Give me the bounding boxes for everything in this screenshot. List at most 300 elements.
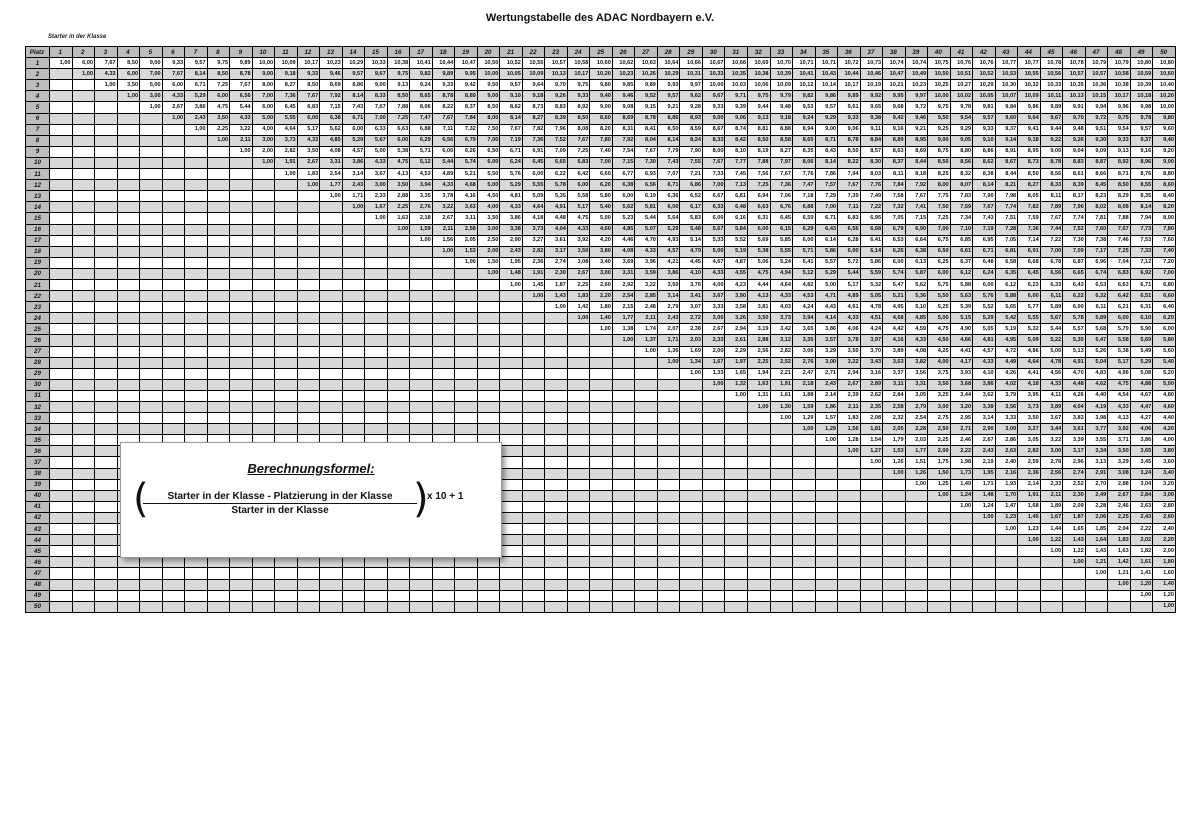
score-cell (725, 446, 748, 457)
score-cell: 1,77 (905, 446, 928, 457)
score-cell: 6,00 (838, 246, 861, 257)
score-cell: 1,00 (320, 191, 343, 202)
score-cell (72, 357, 95, 368)
score-cell: 1,22 (1040, 535, 1063, 546)
score-cell (297, 302, 320, 313)
score-cell: 2,20 (590, 291, 613, 302)
score-cell: 1,95 (973, 468, 996, 479)
score-cell (1108, 590, 1131, 601)
score-cell (185, 202, 208, 213)
score-cell: 3,59 (635, 268, 658, 279)
score-cell: 1,87 (1063, 512, 1086, 523)
score-cell: 9,67 (1040, 113, 1063, 124)
score-cell (657, 579, 680, 590)
score-cell: 1,43 (1063, 535, 1086, 546)
score-cell (275, 302, 298, 313)
score-cell: 5,05 (860, 291, 883, 302)
score-cell (95, 601, 118, 612)
score-cell (185, 413, 208, 424)
score-cell: 4,33 (905, 335, 928, 346)
score-cell: 9,79 (770, 91, 793, 102)
score-cell (140, 202, 163, 213)
score-cell: 8,11 (883, 169, 906, 180)
score-cell: 9,46 (905, 113, 928, 124)
score-cell: 7,80 (1153, 224, 1176, 235)
score-cell: 9,46 (320, 69, 343, 80)
table-row (26, 557, 1176, 568)
score-cell (207, 368, 230, 379)
score-cell (387, 346, 410, 357)
score-cell: 10,17 (297, 58, 320, 69)
score-cell: 5,88 (995, 291, 1018, 302)
score-cell (72, 146, 95, 157)
score-cell: 2,90 (973, 424, 996, 435)
score-cell (72, 268, 95, 279)
place-label: 33 (26, 413, 50, 424)
score-cell (522, 335, 545, 346)
score-cell: 7,76 (860, 180, 883, 191)
score-cell: 10,05 (973, 91, 996, 102)
score-cell (455, 291, 478, 302)
score-cell: 7,90 (680, 146, 703, 157)
score-cell: 3,41 (680, 291, 703, 302)
score-cell (522, 357, 545, 368)
score-cell (500, 435, 523, 446)
score-cell (72, 402, 95, 413)
score-cell: 7,56 (747, 169, 770, 180)
score-cell (567, 390, 590, 401)
score-cell: 10,43 (815, 69, 838, 80)
score-cell: 8,71 (815, 135, 838, 146)
score-cell (500, 291, 523, 302)
score-cell: 9,67 (702, 91, 725, 102)
score-cell: 2,25 (1108, 512, 1131, 523)
score-cell (455, 557, 478, 568)
score-cell: 7,00 (590, 157, 613, 168)
score-cell: 7,47 (410, 113, 433, 124)
score-cell: 1,00 (1040, 546, 1063, 557)
score-cell (185, 368, 208, 379)
score-cell: 9,00 (1153, 157, 1176, 168)
score-cell (50, 124, 73, 135)
score-cell: 3,50 (567, 246, 590, 257)
score-cell: 7,49 (860, 191, 883, 202)
table-row (26, 146, 1176, 157)
score-cell (567, 457, 590, 468)
score-cell: 8,73 (522, 102, 545, 113)
score-cell: 3,78 (432, 191, 455, 202)
score-cell: 10,60 (590, 58, 613, 69)
score-cell (117, 424, 140, 435)
score-cell: 2,49 (1085, 490, 1108, 501)
score-cell: 1,00 (770, 413, 793, 424)
score-cell (432, 346, 455, 357)
score-cell: 3,29 (1108, 457, 1131, 468)
starter-count-header: 20 (477, 47, 500, 58)
score-cell: 4,75 (387, 157, 410, 168)
score-cell (387, 313, 410, 324)
score-cell (252, 324, 275, 335)
score-cell (883, 590, 906, 601)
score-cell: 6,33 (365, 124, 388, 135)
score-cell (50, 557, 73, 568)
score-cell (252, 213, 275, 224)
score-cell: 6,26 (883, 246, 906, 257)
score-cell: 4,75 (207, 102, 230, 113)
score-cell: 2,74 (545, 257, 568, 268)
score-cell: 3,31 (612, 268, 635, 279)
score-cell (702, 512, 725, 523)
score-cell: 1,65 (725, 368, 748, 379)
score-cell: 9,13 (387, 80, 410, 91)
score-cell (838, 512, 861, 523)
score-cell (455, 335, 478, 346)
score-cell (72, 590, 95, 601)
score-cell: 6,79 (455, 135, 478, 146)
score-cell (612, 402, 635, 413)
score-cell: 9,95 (883, 91, 906, 102)
score-cell: 1,00 (297, 180, 320, 191)
score-cell: 6,56 (838, 224, 861, 235)
score-cell (1018, 546, 1041, 557)
score-cell (680, 535, 703, 546)
score-cell (95, 590, 118, 601)
starter-count-header: 31 (725, 47, 748, 58)
score-cell: 8,00 (477, 113, 500, 124)
score-cell (72, 102, 95, 113)
score-cell (387, 402, 410, 413)
score-cell (365, 579, 388, 590)
score-cell: 9,00 (590, 102, 613, 113)
score-cell (365, 224, 388, 235)
score-cell (815, 590, 838, 601)
score-cell (725, 490, 748, 501)
score-cell (230, 202, 253, 213)
score-cell: 6,16 (725, 213, 748, 224)
score-cell (72, 501, 95, 512)
score-cell (477, 313, 500, 324)
score-cell: 3,69 (612, 257, 635, 268)
score-cell: 7,15 (320, 102, 343, 113)
score-cell (72, 302, 95, 313)
score-cell: 5,69 (747, 235, 770, 246)
table-row (26, 313, 1176, 324)
score-cell (432, 424, 455, 435)
score-cell (230, 590, 253, 601)
score-cell: 9,18 (770, 113, 793, 124)
score-cell: 6,56 (432, 135, 455, 146)
score-cell (162, 191, 185, 202)
score-cell (635, 590, 658, 601)
score-cell: 5,71 (410, 146, 433, 157)
score-cell (590, 535, 613, 546)
score-cell (320, 291, 343, 302)
score-cell: 3,94 (410, 180, 433, 191)
score-cell: 7,34 (950, 213, 973, 224)
score-cell: 8,67 (702, 124, 725, 135)
score-cell (500, 468, 523, 479)
score-cell (50, 157, 73, 168)
score-cell: 7,00 (477, 135, 500, 146)
score-cell: 5,83 (680, 213, 703, 224)
score-cell (432, 413, 455, 424)
score-cell: 5,20 (1153, 368, 1176, 379)
score-cell (410, 601, 433, 612)
score-cell (50, 224, 73, 235)
score-cell: 8,78 (635, 113, 658, 124)
score-cell: 6,36 (657, 191, 680, 202)
score-cell: 7,36 (275, 91, 298, 102)
score-cell: 3,58 (725, 302, 748, 313)
score-cell (252, 390, 275, 401)
score-cell (860, 479, 883, 490)
score-cell: 2,00 (252, 146, 275, 157)
score-cell: 4,33 (770, 291, 793, 302)
score-cell: 10,17 (838, 80, 861, 91)
score-cell: 2,58 (883, 402, 906, 413)
score-cell (342, 557, 365, 568)
score-cell (117, 157, 140, 168)
score-cell: 1,00 (545, 302, 568, 313)
score-cell: 10,71 (815, 58, 838, 69)
score-cell (770, 457, 793, 468)
score-cell (207, 268, 230, 279)
score-cell: 8,33 (365, 91, 388, 102)
score-cell (1063, 568, 1086, 579)
score-cell: 4,24 (793, 302, 816, 313)
score-cell (590, 601, 613, 612)
score-cell (117, 135, 140, 146)
score-cell: 8,00 (252, 80, 275, 91)
score-cell: 5,90 (1130, 324, 1153, 335)
score-cell: 7,67 (635, 146, 658, 157)
score-cell: 2,11 (230, 135, 253, 146)
score-cell (50, 302, 73, 313)
place-label: 36 (26, 446, 50, 457)
score-cell: 6,78 (1040, 257, 1063, 268)
score-cell: 1,53 (883, 446, 906, 457)
score-cell: 6,41 (860, 235, 883, 246)
score-cell: 8,37 (883, 157, 906, 168)
score-cell: 3,67 (1040, 413, 1063, 424)
score-cell (545, 379, 568, 390)
score-cell: 5,44 (1040, 324, 1063, 335)
score-cell (185, 557, 208, 568)
score-cell: 6,14 (860, 246, 883, 257)
score-cell (477, 402, 500, 413)
score-cell: 6,67 (702, 191, 725, 202)
score-cell (185, 302, 208, 313)
score-cell: 1,00 (657, 357, 680, 368)
score-cell (50, 368, 73, 379)
score-cell: 8,31 (612, 124, 635, 135)
score-cell: 9,71 (725, 91, 748, 102)
score-cell (140, 346, 163, 357)
score-cell: 8,50 (477, 102, 500, 113)
starter-count-header: 8 (207, 47, 230, 58)
score-cell: 5,19 (725, 246, 748, 257)
score-cell: 6,29 (793, 224, 816, 235)
score-cell: 2,38 (680, 324, 703, 335)
table-row (26, 69, 1176, 80)
score-cell (567, 512, 590, 523)
score-cell: 2,32 (883, 413, 906, 424)
score-cell: 2,25 (387, 202, 410, 213)
score-cell (522, 324, 545, 335)
score-cell: 3,44 (1040, 424, 1063, 435)
score-cell: 7,40 (1153, 246, 1176, 257)
score-cell (185, 390, 208, 401)
score-cell: 1,43 (1085, 546, 1108, 557)
score-cell: 2,36 (522, 257, 545, 268)
score-cell: 2,67 (432, 213, 455, 224)
score-cell: 7,17 (1085, 246, 1108, 257)
score-cell (635, 535, 658, 546)
score-cell: 3,00 (590, 268, 613, 279)
score-cell (365, 335, 388, 346)
score-cell: 4,55 (725, 268, 748, 279)
score-cell (815, 446, 838, 457)
score-cell (252, 235, 275, 246)
score-cell: 3,22 (635, 279, 658, 290)
score-cell (207, 424, 230, 435)
score-cell: 6,14 (815, 235, 838, 246)
score-cell: 1,41 (1130, 568, 1153, 579)
score-cell: 8,56 (950, 157, 973, 168)
score-cell (612, 457, 635, 468)
score-cell: 4,72 (995, 346, 1018, 357)
score-cell: 7,41 (905, 202, 928, 213)
score-cell: 8,83 (545, 102, 568, 113)
score-cell: 10,18 (1130, 91, 1153, 102)
score-cell: 2,84 (1130, 490, 1153, 501)
score-cell: 10,00 (702, 80, 725, 91)
score-cell (995, 590, 1018, 601)
score-cell: 4,33 (702, 268, 725, 279)
score-cell (410, 402, 433, 413)
score-cell: 3,83 (1063, 413, 1086, 424)
score-cell: 2,86 (995, 435, 1018, 446)
score-cell: 10,39 (770, 69, 793, 80)
score-cell: 4,33 (1040, 379, 1063, 390)
score-cell (590, 379, 613, 390)
score-cell: 9,29 (950, 124, 973, 135)
score-cell: 1,40 (590, 313, 613, 324)
score-cell (590, 457, 613, 468)
score-cell: 8,00 (1153, 213, 1176, 224)
score-cell (117, 590, 140, 601)
score-cell (342, 424, 365, 435)
score-cell: 5,62 (320, 124, 343, 135)
score-cell: 6,23 (1018, 279, 1041, 290)
score-cell (455, 302, 478, 313)
score-cell (320, 324, 343, 335)
score-cell (387, 568, 410, 579)
score-cell: 10,52 (973, 69, 996, 80)
score-cell: 3,40 (1153, 468, 1176, 479)
score-cell (747, 468, 770, 479)
score-cell: 5,29 (1130, 357, 1153, 368)
score-cell (680, 546, 703, 557)
score-cell: 9,96 (1108, 102, 1131, 113)
score-cell (477, 579, 500, 590)
score-cell: 7,96 (1063, 202, 1086, 213)
score-cell (117, 302, 140, 313)
score-cell: 6,40 (1153, 302, 1176, 313)
score-cell: 1,00 (950, 501, 973, 512)
score-cell: 6,58 (995, 257, 1018, 268)
score-cell (50, 546, 73, 557)
score-cell (72, 379, 95, 390)
score-cell (95, 402, 118, 413)
score-cell (230, 390, 253, 401)
score-cell: 5,17 (297, 124, 320, 135)
score-cell: 9,13 (747, 113, 770, 124)
score-cell: 2,58 (455, 224, 478, 235)
score-cell: 9,14 (995, 135, 1018, 146)
score-cell (275, 213, 298, 224)
score-cell: 9,28 (680, 102, 703, 113)
score-cell: 6,63 (1108, 279, 1131, 290)
score-cell: 1,00 (72, 69, 95, 80)
score-cell: 3,50 (747, 313, 770, 324)
score-cell (770, 601, 793, 612)
score-cell (1018, 601, 1041, 612)
score-cell: 3,73 (275, 135, 298, 146)
score-cell (72, 535, 95, 546)
score-cell (72, 424, 95, 435)
score-cell (725, 568, 748, 579)
score-cell (950, 557, 973, 568)
score-cell (860, 535, 883, 546)
score-cell (365, 557, 388, 568)
score-cell: 7,81 (1085, 213, 1108, 224)
score-cell: 2,71 (815, 368, 838, 379)
score-cell: 4,93 (657, 235, 680, 246)
score-cell: 4,14 (815, 313, 838, 324)
score-cell (477, 424, 500, 435)
score-cell: 4,86 (1018, 346, 1041, 357)
score-cell: 9,00 (140, 58, 163, 69)
score-cell: 3,00 (1153, 490, 1176, 501)
score-cell: 3,60 (1153, 457, 1176, 468)
starter-count-header: 7 (185, 47, 208, 58)
score-cell (950, 601, 973, 612)
score-cell: 3,50 (657, 279, 680, 290)
place-label: 27 (26, 346, 50, 357)
score-cell (297, 335, 320, 346)
score-cell: 4,13 (387, 169, 410, 180)
score-cell: 2,91 (1085, 468, 1108, 479)
score-cell (1085, 579, 1108, 590)
starter-count-header: 19 (455, 47, 478, 58)
score-cell (500, 535, 523, 546)
score-cell (207, 257, 230, 268)
place-label: 5 (26, 102, 50, 113)
score-cell: 5,48 (680, 224, 703, 235)
score-cell: 9,72 (905, 102, 928, 113)
score-cell (365, 402, 388, 413)
score-cell (297, 557, 320, 568)
score-cell: 3,13 (1085, 457, 1108, 468)
score-cell (117, 335, 140, 346)
score-cell: 10,55 (522, 58, 545, 69)
score-cell: 2,94 (725, 324, 748, 335)
score-cell: 5,40 (1153, 357, 1176, 368)
score-cell: 9,18 (522, 91, 545, 102)
score-cell: 6,00 (567, 180, 590, 191)
score-cell: 4,33 (297, 135, 320, 146)
